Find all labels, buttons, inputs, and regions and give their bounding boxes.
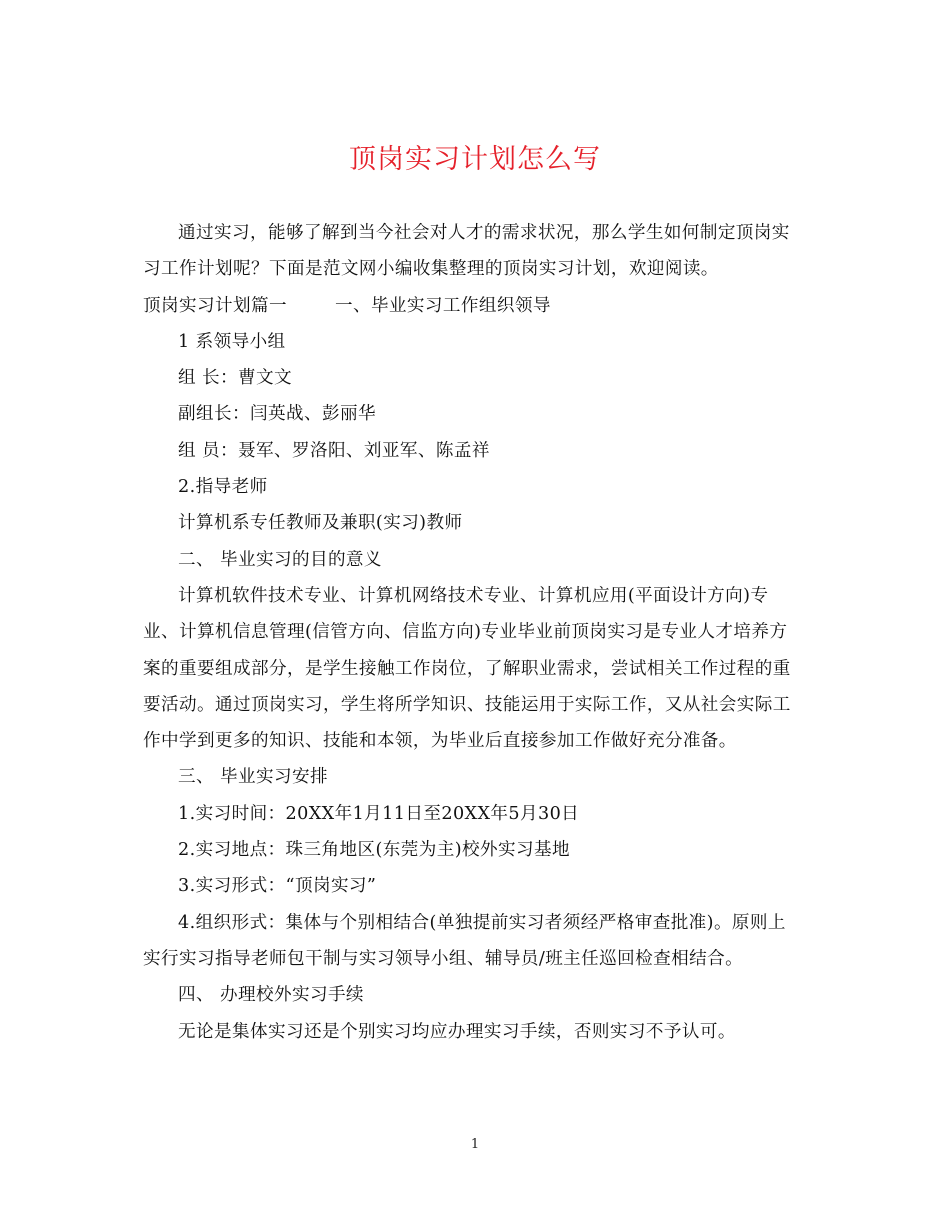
- item-instructors: 2.指导老师: [178, 477, 268, 498]
- document-title: 顶岗实习计划怎么写: [349, 144, 601, 175]
- item-leadership-group: 1 系领导小组: [178, 331, 286, 352]
- place-line: 2.实习地点：珠三角地区(东莞为主)校外实习基地: [178, 840, 570, 861]
- intro-paragraph: 通过实习，能够了解到当今社会对人才的需求状况，那么学生如何制定顶岗实习工作计划呢？下面是范文网小编收集整理的顶岗实习计划，欢迎阅读。: [143, 223, 790, 280]
- members-line: 组 员：聂军、罗洛阳、刘亚军、陈孟祥: [178, 440, 490, 461]
- teachers-line: 计算机系专任教师及兼职(实习)教师: [178, 513, 463, 534]
- leader-line: 组 长：曹文文: [178, 368, 292, 389]
- heading-arrangement: 三、 毕业实习安排: [178, 767, 328, 788]
- time-line: 1.实习时间：20XX年1月11日至20XX年5月30日: [178, 803, 580, 824]
- organization-paragraph: 4.组织形式：集体与个别相结合(单独提前实习者须经严格审查批准)。原则上实行实习指导老师包干制与实习领导小组、辅导员/班主任巡回检查相结合。: [143, 912, 786, 969]
- section-title-left: 顶岗实习计划篇一: [143, 295, 287, 316]
- document-body: [143, 215, 803, 1050]
- section-title-right: 一、毕业实习工作组织领导: [334, 295, 551, 316]
- section-title-line: [143, 288, 803, 324]
- purpose-paragraph: 计算机软件技术专业、计算机网络技术专业、计算机应用(平面设计方向)专业、计算机信息管理(信管方向、信监方向)专业毕业前顶岗实习是专业人才培养方案的重要组成部分，是学生接触工作岗位，了解职业需求，尝试相关工作过程的重要活动。通过顶岗实习，学生将所学知识、技能运用于实际工作，又从社会实际工作中学到更多的知识、技能和本领，为毕业后直接参加工作做好充分准备。: [143, 585, 791, 752]
- page-number: 1: [470, 1137, 480, 1152]
- heading-purpose: 二、 毕业实习的目的意义: [178, 549, 382, 570]
- heading-procedures: 四、 办理校外实习手续: [178, 985, 364, 1006]
- deputy-line: 副组长：闫英战、彭丽华: [178, 404, 376, 425]
- procedure-line: 无论是集体实习还是个别实习均应办理实习手续，否则实习不予认可。: [178, 1021, 736, 1042]
- form-line: 3.实习形式：“顶岗实习”: [178, 876, 377, 897]
